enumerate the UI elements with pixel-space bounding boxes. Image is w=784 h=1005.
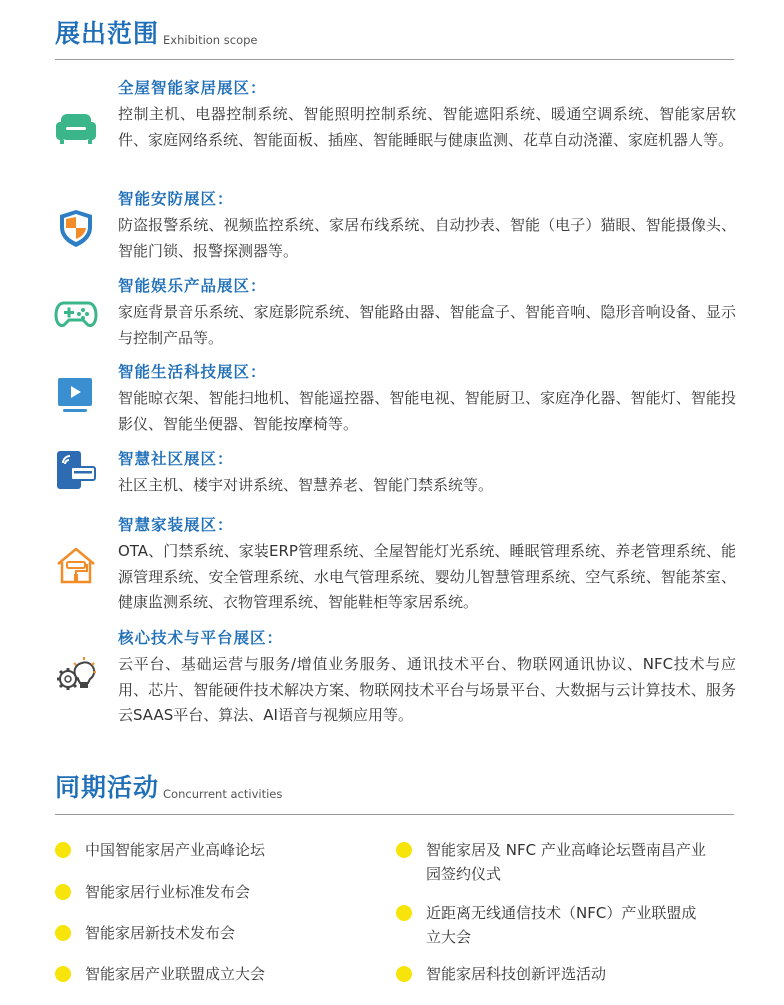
sofa-icon [54,105,98,149]
exhibition-title: 展出范围 [55,19,160,48]
activity-item [55,880,355,904]
tv-play-icon [54,373,98,417]
zone-title: 核心技术与平台展区： [118,629,284,647]
house-paint-roller-icon [54,544,98,588]
activity-item [55,921,355,945]
zone-core-technology [54,627,736,731]
bullet-dot [55,884,71,900]
bullet-dot [55,842,71,858]
smart-card-icon [54,448,98,492]
activity-label: 近距离无线通信技术（NFC）产业联盟成立大会 [426,904,697,946]
zone-title: 智慧家装展区： [118,516,234,534]
zone-description: 智能晾衣架、智能扫地机、智能遥控器、智能电视、智能厨卫、家庭净化器、智能灯、智能投影仪、智能坐便器、智能按摩椅等。 [118,389,736,433]
zone-description: 云平台、基础运营与服务/增值业务服务、通讯技术平台、物联网通讯协议、NFC技术与应用、芯片、智能硬件技术解决方案、物联网技术平台与场景平台、大数据与云计算技术、服务云SAAS平台、算法、AI语音与视频应用等。 [118,655,736,724]
zone-title: 智能娱乐产品展区： [118,277,267,295]
activities-section-header [55,774,734,802]
shield-icon [54,206,98,250]
activity-item [55,838,355,862]
bullet-dot [55,966,71,982]
zone-title: 智能生活科技展区： [118,363,267,381]
zone-description: 家庭背景音乐系统、家庭影院系统、智能路由器、智能盒子、智能音响、隐形音响设备、显示与控制产品等。 [118,303,736,347]
activity-label: 智能家居产业联盟成立大会 [85,965,266,983]
activity-label: 智能家居行业标准发布会 [85,883,251,901]
activity-item [55,962,355,986]
bullet-dot [396,905,412,921]
zone-description: OTA、门禁系统、家装ERP管理系统、全屋智能灯光系统、睡眠管理系统、养老管理系统、能源管理系统、安全管理系统、水电气管理系统、婴幼儿智慧管理系统、空气系统、智能茶室、健康监测系统、衣物管理系统、智能鞋柜等家居系统。 [118,542,736,611]
activity-label: 智能家居新技术发布会 [85,924,236,942]
activities-subtitle: Concurrent activities [163,787,283,801]
exhibition-divider [55,59,734,60]
activity-label: 中国智能家居产业高峰论坛 [85,841,266,859]
bullet-dot [396,966,412,982]
zone-security [54,188,736,266]
zone-description: 防盗报警系统、视频监控系统、家居布线系统、自动抄表、智能（电子）猫眼、智能摄像头、智能门锁、报警探测器等。 [118,216,736,260]
zone-title: 全屋智能家居展区： [118,79,267,97]
zone-description: 社区主机、楼宇对讲系统、智慧养老、智能门禁系统等。 [118,476,494,494]
zone-whole-home [54,77,736,177]
bullet-dot [396,842,412,858]
activity-item [396,962,711,986]
zone-title: 智慧社区展区： [118,450,234,468]
zone-description: 控制主机、电器控制系统、智能照明控制系统、智能遮阳系统、暖通空调系统、智能家居软件、家庭网络系统、智能面板、插座、智能睡眠与健康监测、花草自动浇灌、家庭机器人等。 [118,105,736,149]
zone-smart-community [54,448,736,503]
activity-label: 智能家居科技创新评选活动 [426,965,607,983]
activities-divider [55,814,734,815]
activity-item [396,838,711,886]
gamepad-icon [54,291,98,335]
exhibition-section-header [55,20,734,48]
zone-smart-decoration [54,514,736,618]
activities-title: 同期活动 [55,773,160,802]
gear-lightbulb-icon [54,655,98,699]
exhibition-subtitle: Exhibition scope [163,33,258,47]
activity-label: 智能家居及 NFC 产业高峰论坛暨南昌产业园签约仪式 [426,841,706,883]
zone-smart-living [54,361,736,439]
zone-title: 智能安防展区： [118,190,234,208]
bullet-dot [55,925,71,941]
zone-entertainment [54,275,736,353]
activity-item [396,901,711,949]
